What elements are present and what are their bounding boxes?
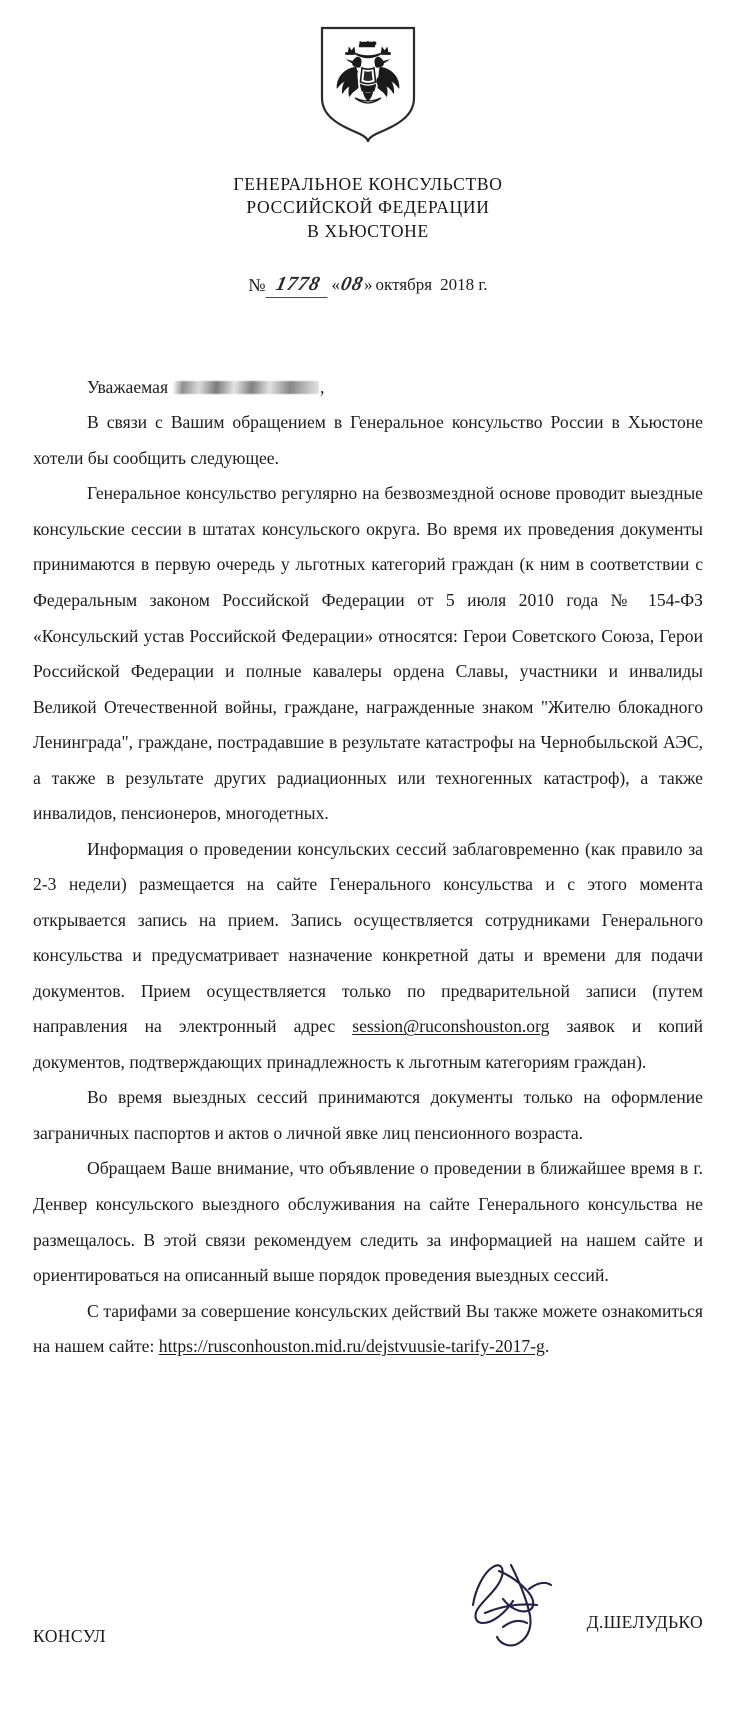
paragraph-5: Обращаем Ваше внимание, что объявление о проведении в ближайшее время в г. Денвер консульского выездного обслуживания на сайте Генерального консульства не размещалось. В этой связи рекомендуем следить за информацией на нашем сайте и ориентироваться на описанный выше порядок проведения выездных сессий. bbox=[33, 1158, 703, 1286]
letter-body bbox=[0, 370, 736, 1365]
letterhead bbox=[0, 0, 736, 298]
signature-right-group bbox=[455, 1555, 703, 1651]
number-sign: № bbox=[248, 274, 266, 295]
paragraph-2: Генеральное консульство регулярно на безвозмездной основе проводит выездные консульские сессии в штатах консульского округа. Во время их проведения документы принимаются в первую очередь у льготных категорий граждан (к ним в соответствии с Федеральным законом Российской Федерации от 5 июля 2010 года № 154-ФЗ «Консульский устав Российской Федерации» относятся: Герои Советского Союза, Герои Российской Федерации и полные кавалеры ордена Славы, участники и инвалиды Великой Отечественной войны, граждане, награжденные знаком "Жителю блокадного Ленинграда", граждане, пострадавшие в результате катастрофы на Чернобыльской АЭС, а также в результате других радиационных или техногенных катастроф), а также инвалидов, пенсионеров, многодетных. bbox=[33, 483, 703, 824]
signatory-name: Д.ШЕЛУДЬКО bbox=[586, 1612, 703, 1632]
paragraph-6 bbox=[33, 1294, 703, 1365]
day-open-quote: « bbox=[331, 274, 341, 294]
reference-number-handwritten: 1778 bbox=[265, 273, 332, 298]
reference-day-handwritten: 08 bbox=[338, 272, 366, 295]
paragraph-3-text-after-email: заявок и копий документов, подтверждающих принадлежность к льготным категориям граждан). bbox=[33, 1016, 703, 1072]
day-close-quote: » bbox=[364, 274, 373, 294]
organization-line-2: РОССИЙСКОЙ ФЕДЕРАЦИИ bbox=[246, 197, 490, 218]
paragraph-6-text-after-url: . bbox=[544, 1336, 550, 1357]
salutation-line bbox=[33, 370, 703, 406]
paragraph-3-text-before-email: Информация о проведении консульских сессий заблаговременно (как правило за 2-3 недели) размещается на сайте Генерального консульства и с этого момента открывается запись на прием. Запись осуществляется сотрудниками Генерального консульства и предусматривает назначение конкретной даты и времени для подачи документов. Прием осуществляется только по предварительной записи (путем направления на электронный адрес bbox=[33, 838, 703, 1037]
reference-date-line bbox=[0, 273, 736, 298]
reference-year-suffix: г. bbox=[478, 274, 488, 294]
reference-year: 2018 bbox=[440, 274, 475, 294]
paragraph-4: Во время выездных сессий принимаются документы только на оформление заграничных паспортов и актов о личной явке лиц пенсионного возраста. bbox=[33, 1087, 703, 1143]
organization-line-1: ГЕНЕРАЛЬНОЕ КОНСУЛЬСТВО bbox=[233, 174, 503, 194]
salutation-greeting: Уважаемая bbox=[87, 376, 169, 397]
salutation-comma: , bbox=[320, 376, 325, 397]
paragraph-3 bbox=[33, 832, 703, 1081]
website-url-link[interactable]: https://rusconhouston.mid.ru/dejstvuusie-tarify-2017-g bbox=[158, 1336, 545, 1357]
paragraph-6-text-before-url: С тарифами за совершение консульских действий Вы также можете ознакомиться на нашем сайте: bbox=[33, 1300, 703, 1357]
signatory-role: КОНСУЛ bbox=[33, 1626, 107, 1646]
organization-title bbox=[0, 173, 736, 243]
recipient-name-redacted bbox=[173, 381, 319, 394]
organization-line-3: В ХЬЮСТОНЕ bbox=[307, 220, 429, 241]
paragraph-1: В связи с Вашим обращением в Генеральное консульство России в Хьюстоне хотели бы сообщить следующее. bbox=[33, 412, 703, 468]
signature-block bbox=[0, 1555, 736, 1651]
email-link[interactable]: session@ruconshouston.org bbox=[352, 1016, 550, 1037]
reference-month: октября bbox=[375, 274, 433, 294]
russian-federation-coat-of-arms-icon bbox=[316, 26, 420, 142]
handwritten-signature-icon bbox=[455, 1555, 585, 1651]
